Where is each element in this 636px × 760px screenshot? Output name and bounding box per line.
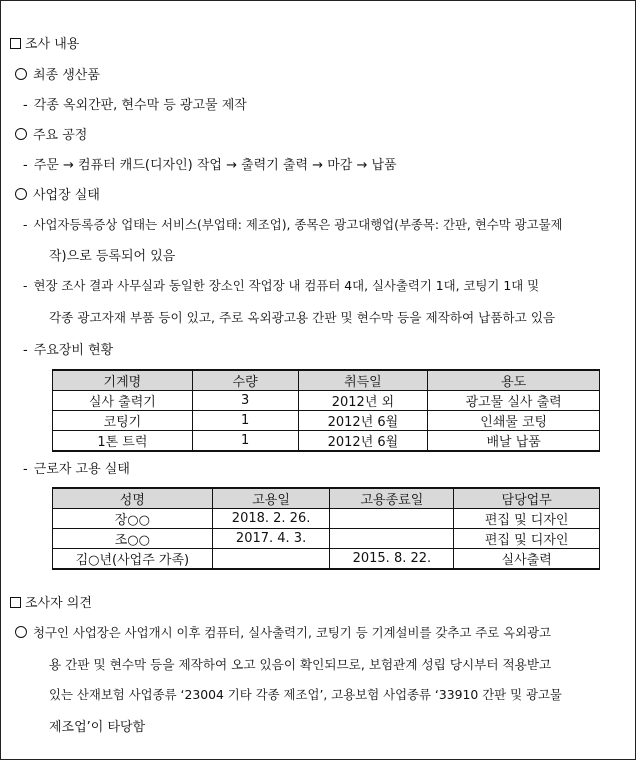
site-status-item1-line2: 작)으로 등록되어 있음	[49, 249, 176, 264]
main-process-text: - 주문 → 컴퓨터 캐드(디자인) 작업 → 출력기 출력 → 마감 → 납품	[23, 158, 397, 173]
table-cell	[212, 549, 330, 570]
table-cell: 2012년 6월	[298, 431, 428, 452]
table-cell: 1	[192, 431, 298, 452]
table-cell: 편집 및 디자인	[454, 529, 600, 549]
table-cell: 광고물 실사 출력	[428, 391, 600, 411]
table-header-cell: 수량	[192, 370, 298, 391]
table-cell: 실사출력	[454, 549, 600, 570]
equipment-title: - 주요장비 현황	[23, 343, 114, 358]
table-header-cell: 용도	[428, 370, 600, 391]
table-cell: 인쇄물 코팅	[428, 411, 600, 431]
equipment-table	[52, 369, 600, 452]
table-cell: 코팅기	[53, 411, 193, 431]
table-header-row	[53, 370, 600, 391]
circle-bullet-icon	[15, 626, 27, 638]
table-header-cell: 취득일	[298, 370, 428, 391]
table-cell: 장○○	[53, 509, 213, 529]
checkbox-square-icon	[10, 597, 21, 608]
table-cell: 2015. 8. 22.	[330, 549, 454, 570]
table-row	[53, 391, 600, 411]
circle-bullet-icon	[15, 68, 27, 80]
circle-bullet-icon	[15, 188, 27, 200]
opinion-heading: 조사자 의견	[10, 592, 92, 611]
table-cell	[330, 509, 454, 529]
site-status-item1-line1: - 사업자등록증상 업태는 서비스(부업태: 제조업), 종목은 광고대행업(부종목: 간판, 현수막 광고물제	[23, 217, 563, 232]
table-cell: 1톤 트럭	[53, 431, 193, 452]
site-status-item2-line1: - 현장 조사 결과 사무실과 동일한 장소인 작업장 내 컴퓨터 4대, 실사출력기 1대, 코팅기 1대 및	[23, 278, 540, 293]
table-row	[53, 431, 600, 452]
circle-bullet-icon	[15, 128, 27, 140]
table-cell: 편집 및 디자인	[454, 509, 600, 529]
table-header-cell: 담당업무	[454, 488, 600, 509]
table-row	[53, 509, 600, 529]
table-row	[53, 549, 600, 570]
table-cell: 실사 출력기	[53, 391, 193, 411]
site-status-item2-line2: 각종 광고자재 부품 등이 있고, 주로 옥외광고용 간판 및 현수막 등을 제작하여 납품하고 있음	[49, 310, 556, 325]
table-header-cell: 성명	[53, 488, 213, 509]
table-cell: 1	[192, 411, 298, 431]
table-cell: 김○년(사업주 가족)	[53, 549, 213, 570]
table-row	[53, 529, 600, 549]
table-cell: 2017. 4. 3.	[212, 529, 330, 549]
table-cell: 2012년 외	[298, 391, 428, 411]
main-process-title: 주요 공정	[15, 124, 87, 143]
table-cell: 2018. 2. 26.	[212, 509, 330, 529]
table-cell: 2012년 6월	[298, 411, 428, 431]
employment-table	[52, 487, 600, 570]
employment-title: - 근로자 고용 실태	[23, 462, 130, 477]
table-header-cell: 고용종료일	[330, 488, 454, 509]
opinion-line3: 있는 산재보험 사업종류 ‘23004 기타 각종 제조업’, 고용보험 사업종류 ‘33910 간판 및 광고물	[49, 687, 562, 702]
opinion-line4: 제조업’이 타당함	[49, 720, 146, 735]
site-status-title: 사업장 실태	[15, 184, 100, 203]
opinion-line2: 용 간판 및 현수막 등을 제작하여 오고 있음이 확인되므로, 보험관계 성립 당시부터 적용받고	[49, 657, 552, 672]
table-cell: 3	[192, 391, 298, 411]
table-header-cell: 기계명	[53, 370, 193, 391]
table-header-cell: 고용일	[212, 488, 330, 509]
table-row	[53, 411, 600, 431]
table-header-row	[53, 488, 600, 509]
opinion-line1: 청구인 사업장은 사업개시 이후 컴퓨터, 실사출력기, 코팅기 등 기계설비를 갖추고 주로 옥외광고	[15, 623, 551, 641]
table-cell: 조○○	[53, 529, 213, 549]
table-cell: 배날 납품	[428, 431, 600, 452]
final-product-title: 최종 생산품	[15, 64, 100, 83]
survey-heading: 조사 내용	[10, 33, 79, 52]
table-cell	[330, 529, 454, 549]
checkbox-square-icon	[10, 38, 21, 49]
final-product-text: - 각종 옥외간판, 현수막 등 광고물 제작	[23, 98, 247, 113]
